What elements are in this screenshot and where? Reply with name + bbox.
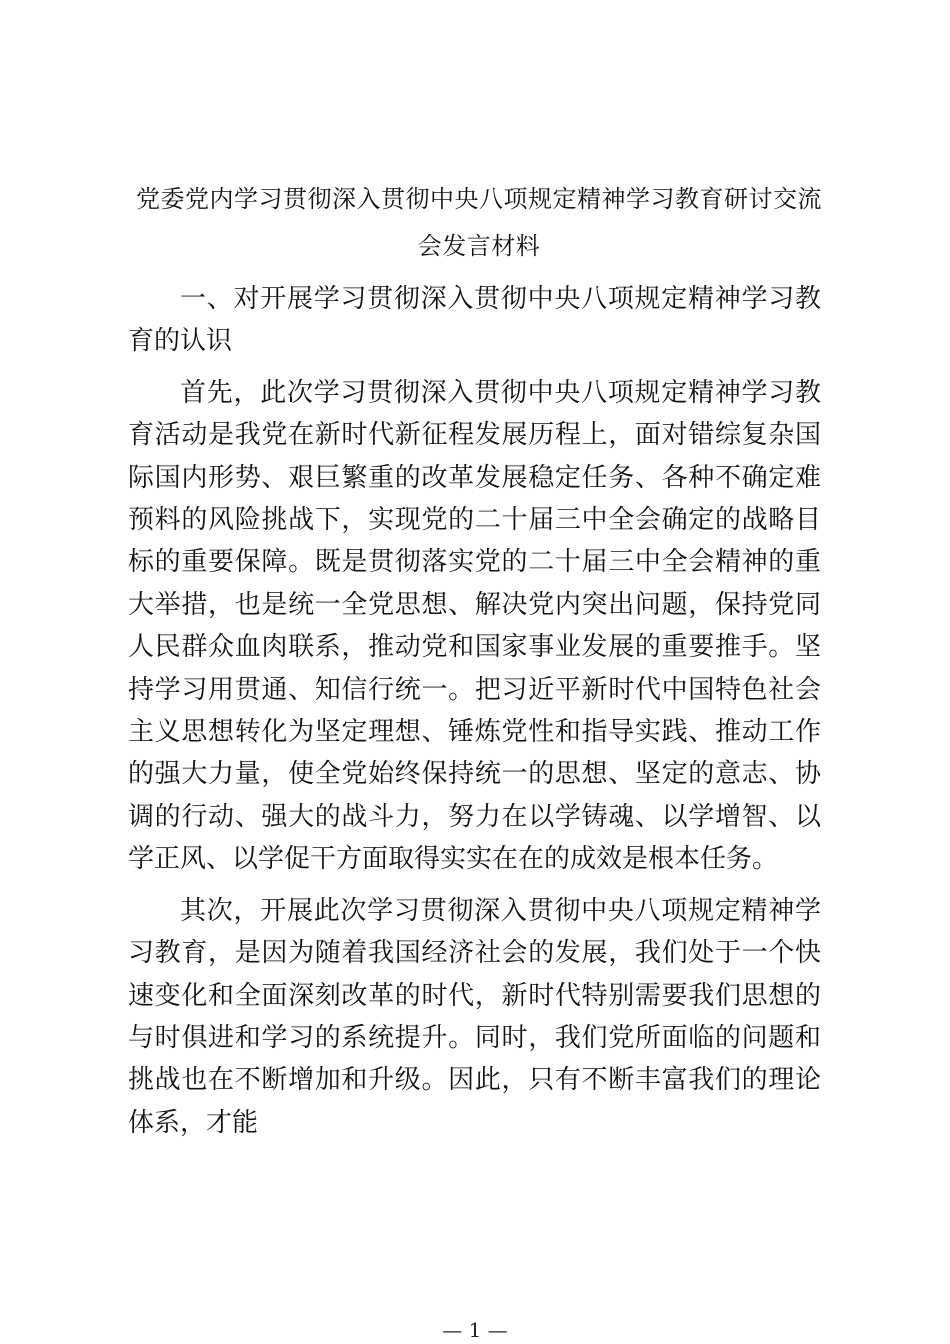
document-body [128,278,821,1153]
paragraph-second: 其次，开展此次学习贯彻深入贯彻中央八项规定精神学习教育，是因为随着我国经济社会的发展，我们处于一个快速变化和全面深刻改革的时代，新时代特别需要我们思想的与时俱进和学习的系统提升。同时，我们党所面临的问题和挑战也在不断增加和升级。因此，只有不断丰富我们的理论体系，才能 [128,895,821,1138]
document-title: 党委党内学习贯彻深入贯彻中央八项规定精神学习教育研讨交流会发言材料 [136,185,822,260]
page-number: — 1 — [442,1318,508,1342]
section-heading: 一、对开展学习贯彻深入贯彻中央八项规定精神学习教育的认识 [128,284,821,357]
paragraph-first: 首先，此次学习贯彻深入贯彻中央八项规定精神学习教育活动是我党在新时代新征程发展历程上，面对错综复杂国际国内形势、艰巨繁重的改革发展稳定任务、各种不确定难预料的风险挑战下，实现党的二十届三中全会确定的战略目标的重要保障。既是贯彻落实党的二十届三中全会精神的重大举措，也是统一全党思想、解决党内突出问题，保持党同人民群众血肉联系，推动党和国家事业发展的重要推手。坚持学习用贯通、知信行统一。把习近平新时代中国特色社会主义思想转化为坚定理想、锤炼党性和指导实践、推动工作的强大力量，使全党始终保持统一的思想、坚定的意志、协调的行动、强大的战斗力，努力在以学铸魂、以学增智、以学正风、以学促干方面取得实实在在的成效是根本任务。 [128,377,821,875]
